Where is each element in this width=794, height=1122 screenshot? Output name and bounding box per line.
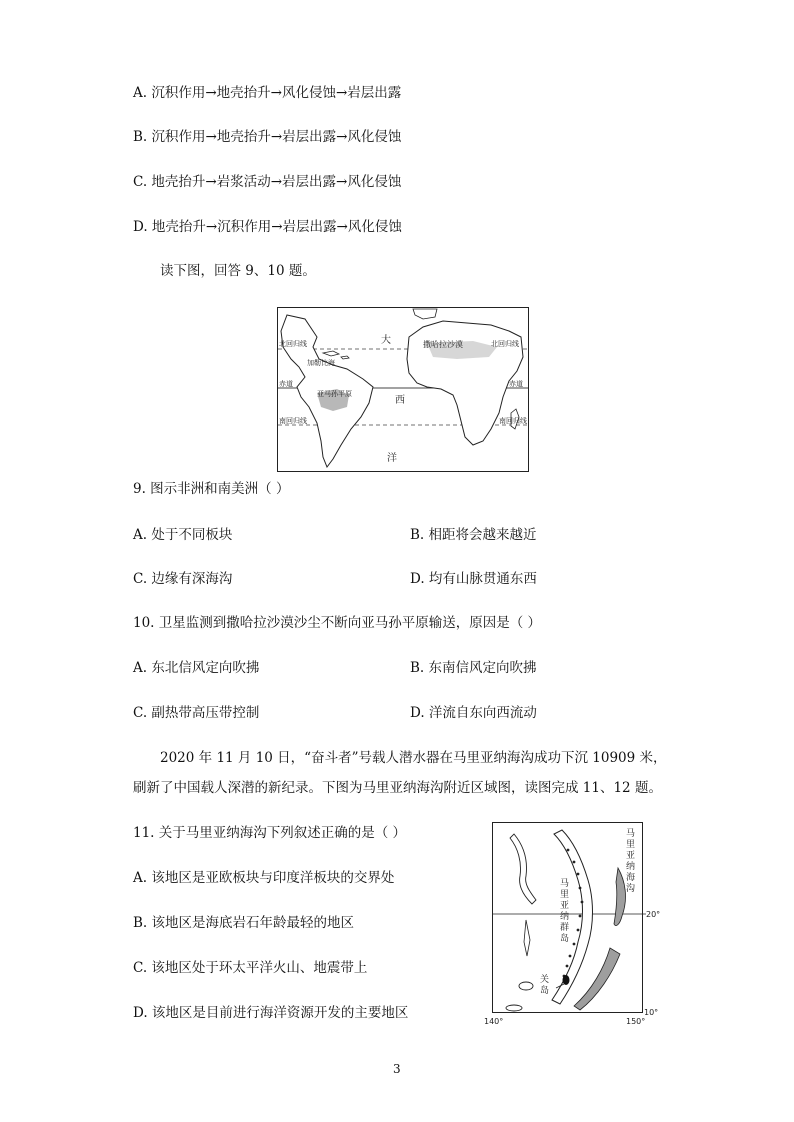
equator-label-right: 赤道	[509, 380, 523, 388]
equator-label-left: 赤道	[279, 380, 293, 388]
small-island-2	[506, 1005, 522, 1011]
tropic-cancer-label-right: 北回归线	[491, 340, 519, 348]
q10-stem: 10. 卫星监测到撒哈拉沙漠沙尘不断向亚马孙平原输送，原因是（ ）	[133, 615, 542, 631]
islands-char-2: 里	[560, 890, 570, 900]
islands-char-3: 亚	[560, 901, 570, 911]
q9-option-c: C. 边缘有深海沟	[133, 571, 233, 587]
q10-option-b: B. 东南信风定向吹拂	[410, 660, 537, 676]
lon-140-label: 140°	[484, 1017, 504, 1026]
mariana-map	[470, 820, 670, 1028]
q10-option-d: D. 洋流自东向西流动	[410, 705, 537, 721]
islands-char-4: 纳	[560, 912, 570, 922]
islands-char-5: 群	[560, 923, 570, 933]
q8-option-d: D. 地壳抬升→沉积作用→岩层出露→风化侵蚀	[133, 219, 402, 235]
q9-option-b: B. 相距将会越来越近	[410, 527, 537, 543]
guam-char-2: 岛	[540, 986, 550, 996]
trench-char-4: 纳	[626, 862, 636, 872]
small-island-1	[519, 982, 533, 990]
q8-option-c: C. 地壳抬升→岩浆活动→岩层出露→风化侵蚀	[133, 174, 402, 190]
q8-option-b: B. 沉积作用→地壳抬升→岩层出露→风化侵蚀	[133, 129, 402, 145]
trench-char-3: 亚	[626, 851, 636, 861]
q9-option-a: A. 处于不同板块	[133, 527, 233, 543]
trench-char-1: 马	[626, 829, 636, 839]
tropic-capricorn-label-right: 南回归线	[499, 417, 527, 425]
tropic-capricorn-label-left: 南回归线	[279, 417, 307, 425]
caribbean-label: 加勒比海	[307, 359, 335, 367]
q11-option-a: A. 该地区是亚欧板块与印度洋板块的交界处	[133, 870, 395, 886]
lon-150-label: 150°	[626, 1017, 646, 1026]
intro-11-12-line1: 2020 年 11 月 10 日，“奋斗者”号载人潜水器在马里亚纳海沟成功下沉 10909 米，	[160, 750, 667, 766]
ocean-char-3: 洋	[387, 453, 397, 464]
islands-char-6: 岛	[560, 934, 570, 944]
q9-stem: 9. 图示非洲和南美洲（ ）	[133, 481, 290, 497]
q11-stem: 11. 关于马里亚纳海沟下列叙述正确的是（ ）	[133, 825, 407, 841]
trench-char-6: 沟	[626, 884, 636, 894]
intro-11-12-line2: 刷新了中国载人深潜的新纪录。下图为马里亚纳海沟附近区域图，读图完成 11、12 题。	[133, 780, 662, 796]
lat-20-label: 20°	[646, 910, 661, 919]
lat-10-label: 10°	[644, 1008, 659, 1017]
q11-option-b: B. 该地区是海底岩石年龄最轻的地区	[133, 915, 355, 931]
q11-option-c: C. 该地区处于环太平洋火山、地震带上	[133, 960, 368, 976]
q10-option-a: A. 东北信风定向吹拂	[133, 660, 260, 676]
q11-option-d: D. 该地区是目前进行海洋资源开发的主要地区	[133, 1005, 409, 1021]
trench-char-2: 里	[626, 840, 636, 850]
trench-char-5: 海	[626, 873, 636, 883]
amazon-label: 亚马孙平原	[317, 390, 352, 398]
q10-option-c: C. 副热带高压带控制	[133, 705, 260, 721]
ocean-char-2: 西	[395, 395, 405, 406]
page-number: 3	[393, 1062, 401, 1076]
intro-9-10: 读下图，回答 9、10 题。	[160, 263, 316, 279]
tropic-cancer-label-left: 北回归线	[279, 340, 307, 348]
guam-island	[563, 975, 570, 985]
islands-char-1: 马	[560, 879, 570, 889]
q8-option-a: A. 沉积作用→地壳抬升→风化侵蚀→岩层出露	[133, 85, 402, 101]
q9-option-d: D. 均有山脉贯通东西	[410, 571, 537, 587]
ocean-char-1: 大	[381, 335, 391, 346]
atlantic-map	[277, 307, 529, 472]
guam-char-1: 关	[540, 975, 550, 985]
sahara-label: 撒哈拉沙漠	[423, 340, 463, 349]
